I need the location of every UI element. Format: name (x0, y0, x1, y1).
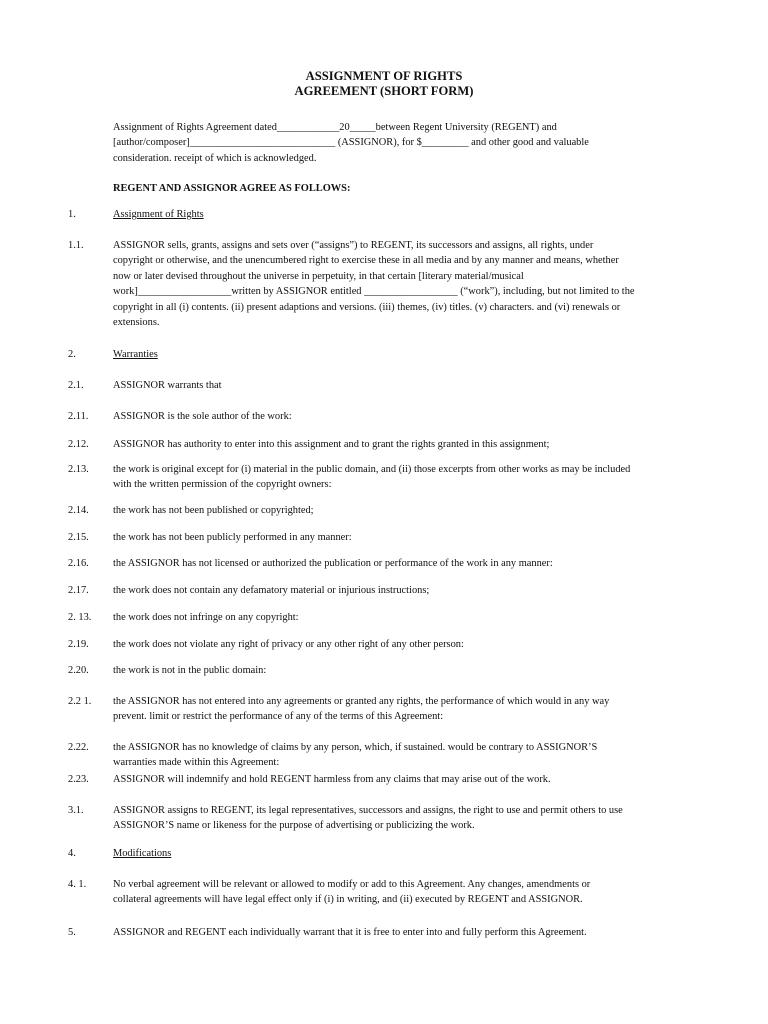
section-text (113, 583, 688, 598)
section-number: 2.23. (68, 774, 89, 785)
section-number: 2.15. (68, 532, 89, 543)
section-number: 4. 1. (68, 879, 87, 890)
section-line: the ASSIGNOR has not licensed or authorized the publication or performance of the work in any manner: (113, 558, 553, 569)
section-number: 2. (68, 349, 76, 360)
section-text (113, 409, 688, 424)
section-line: the work does not violate any right of privacy or any other right of any other person: (113, 639, 464, 650)
section-number: 2.16. (68, 558, 89, 569)
section-number: 2.11. (68, 411, 89, 422)
section-line: ASSIGNOR sells, grants, assigns and sets over (“assigns”) to REGENT, its successors and assigns, all rights, under (113, 240, 594, 251)
section-text (113, 610, 688, 625)
section-line: ASSIGNOR will indemnify and hold REGENT harmless from any claims that may arise out of the work. (113, 774, 551, 785)
section-line: the work is not in the public domain: (113, 665, 267, 676)
section-line: ASSIGNOR has authority to enter into this assignment and to grant the rights granted in this assignment; (113, 439, 550, 450)
section-line: ASSIGNOR assigns to REGENT, its legal representatives, successors and assigns, the right to use and permit others to use (113, 805, 623, 816)
section-number: 4. (68, 848, 76, 859)
section-text (113, 556, 688, 571)
section-line: Assignment of Rights (113, 209, 204, 220)
intro-paragraph (113, 120, 693, 166)
section-line: with the written permission of the copyright owners: (113, 479, 332, 491)
document-title-line1: ASSIGNMENT OF RIGHTS (305, 69, 463, 83)
section-line: copyright or otherwise, and the unencumbered right to exercise these in all media and by any manner and means, whether (113, 255, 619, 267)
section-line: collateral agreements will have legal effect only if (i) in writing, and (ii) executed by REGENT and ASSIGNOR. (113, 894, 583, 906)
section-number: 2.13. (68, 464, 89, 475)
intro-line: Assignment of Rights Agreement dated____________20_____between Regent University (REGENT) and (113, 122, 557, 133)
section-text (113, 694, 688, 725)
section-line: the work does not infringe on any copyright: (113, 612, 299, 623)
section-text (113, 503, 688, 518)
section-line: the work has not been publicly performed in any manner: (113, 532, 352, 543)
section-number: 2.2 1. (68, 696, 92, 707)
section-number: 1. (68, 209, 76, 220)
section-heading (113, 846, 688, 861)
section-number: 2.19. (68, 639, 89, 650)
section-number: 3.1. (68, 805, 84, 816)
section-line: the ASSIGNOR has no knowledge of claims by any person, which, if sustained. would be contrary to ASSIGNOR’S (113, 742, 598, 753)
section-line: now or later devised throughout the universe in perpetuity, in that certain [literary material/musical (113, 270, 524, 282)
section-line: the work does not contain any defamatory material or injurious instructions; (113, 585, 430, 596)
section-line: ASSIGNOR is the sole author of the work: (113, 411, 292, 422)
section-number: 2. 13. (68, 612, 92, 623)
section-line: the work has not been published or copyrighted; (113, 505, 314, 516)
section-number: 5. (68, 927, 76, 938)
section-number: 2.22. (68, 742, 89, 753)
section-number: 2.20. (68, 665, 89, 676)
section-line: ASSIGNOR’S name or likeness for the purpose of advertising or publicizing the work. (113, 820, 475, 832)
section-text (113, 663, 688, 678)
section-text (113, 530, 688, 545)
section-text (113, 740, 688, 771)
section-text (113, 803, 688, 834)
section-text (113, 925, 688, 940)
section-text (113, 378, 688, 393)
section-text (113, 772, 688, 787)
intro-line: consideration. receipt of which is acknowledged. (113, 152, 317, 164)
section-number: 2.14. (68, 505, 89, 516)
intro-line: [author/composer]____________________________ (ASSIGNOR), for $_________ and other good and valuable (113, 137, 589, 149)
section-heading (113, 347, 688, 362)
section-line: Warranties (113, 349, 158, 360)
section-text (113, 637, 688, 652)
section-heading (113, 207, 688, 222)
section-line: work]__________________written by ASSIGNOR entitled __________________ (“work”), including, but not limited to the (113, 286, 635, 298)
section-line: the ASSIGNOR has not entered into any agreements or granted any rights, the performance of which would in any way (113, 696, 610, 707)
section-line: extensions. (113, 317, 160, 329)
section-line: prevent. limit or restrict the performance of any of the terms of this Agreement: (113, 711, 444, 723)
section-line: copyright in all (i) contents. (ii) present adaptions and versions. (iii) themes, (iv) titles. (v) characters. and (vi) renewals or (113, 301, 621, 313)
section-number: 1.1. (68, 240, 84, 251)
section-line: ASSIGNOR warrants that (113, 380, 222, 391)
section-number: 2.17. (68, 585, 89, 596)
section-text (113, 462, 688, 493)
section-number: 2.1. (68, 380, 84, 391)
section-line: ASSIGNOR and REGENT each individually warrant that it is free to enter into and fully perform this Agreement. (113, 927, 587, 938)
section-line: warranties made within this Agreement: (113, 757, 280, 769)
section-line: the work is original except for (i) material in the public domain, and (ii) those excerpts from other works as may be included (113, 464, 631, 475)
agree-heading: REGENT AND ASSIGNOR AGREE AS FOLLOWS: (113, 183, 351, 194)
document-title-line2: AGREEMENT (SHORT FORM) (294, 84, 474, 98)
section-line: No verbal agreement will be relevant or allowed to modify or add to this Agreement. Any changes, amendments or (113, 879, 591, 890)
section-line: Modifications (113, 848, 172, 859)
section-text (113, 437, 688, 452)
section-number: 2.12. (68, 439, 89, 450)
section-text (113, 877, 688, 908)
section-text (113, 238, 688, 330)
